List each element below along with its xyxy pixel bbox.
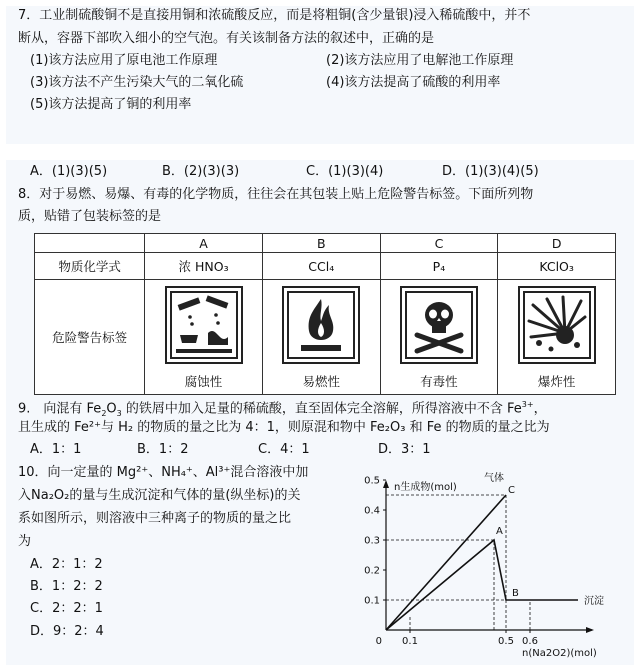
formula-d: KClO₃ — [498, 253, 616, 280]
hazard-label-a: 腐蚀性 — [184, 374, 223, 389]
q10-option-a: A．2：1：2 — [30, 557, 103, 572]
row-label-formula: 物质化学式 — [35, 253, 145, 280]
x-tick-label: 0.6 — [522, 636, 538, 647]
q8-line1: 8．对于易燃、易爆、有毒的化学物质，往往会在其包装上贴上危险警告标签。下面所列物 — [18, 187, 534, 202]
q10-line2: 入Na₂O₂的量与生成沉淀和气体的量(纵坐标)的关 — [18, 488, 301, 503]
y-tick-label: 0.1 — [364, 595, 380, 607]
q10-line1: 10．向一定量的 Mg²⁺、NH₄⁺、Al³⁺混合溶液中加 — [18, 465, 309, 480]
explosive-icon — [518, 286, 596, 364]
q9-option-b: B．1：2 — [137, 442, 189, 457]
q10-option-c: C．2：2：1 — [30, 601, 103, 616]
hazard-cell-d — [498, 280, 616, 395]
row-label-hazard: 危险警告标签 — [35, 280, 145, 395]
q7-statement-4: (4)该方法提高了硫酸的利用率 — [326, 75, 501, 90]
hazard-cell-a — [145, 280, 263, 395]
y-axis-arrow — [383, 480, 389, 488]
y-tick-label: 0.2 — [364, 565, 380, 577]
table-header-a: A — [145, 234, 263, 253]
q9-option-a: A．1：1 — [30, 442, 82, 457]
point-label-b: B — [512, 588, 519, 599]
table-header-c: C — [380, 234, 498, 253]
q7-option-c: C．(1)(3)(4) — [306, 164, 384, 179]
formula-c: P₄ — [380, 253, 498, 280]
x-axis-arrow — [586, 627, 594, 633]
q9-line2: 且生成的 Fe²⁺与 H₂ 的物质的量之比为 4：1，则原混和物中 Fe₂O₃ 和 Fe 的物质的量之比为 — [18, 420, 550, 435]
series-gas-line — [386, 495, 506, 630]
table-header-b: B — [262, 234, 380, 253]
q7-line1: 7．工业制硫酸铜不是直接用铜和浓硫酸反应，而是将粗铜(含少量银)浸入稀硫酸中，并不 — [18, 8, 531, 23]
q9-option-c: C．4：1 — [258, 442, 310, 457]
x-axis-label: n(Na2O2)(mol) — [522, 648, 597, 659]
q7-option-a: A．(1)(3)(5) — [30, 164, 108, 179]
q10-option-b: B．1：2：2 — [30, 579, 103, 594]
q7-option-d: D．(1)(3)(4)(5) — [442, 164, 539, 179]
series-precipitate-line — [386, 540, 578, 630]
hazard-label-table — [34, 233, 616, 395]
x-tick-label: 0.5 — [498, 636, 514, 647]
y-tick-label: 0.5 — [364, 475, 380, 487]
reaction-chart — [360, 472, 636, 668]
hazard-cell-c — [380, 280, 498, 395]
corrosive-icon — [165, 286, 243, 364]
q7-option-b: B．(2)(3)(3) — [162, 164, 240, 179]
q10-line3: 系如图所示，则溶液中三种离子的物质的量之比 — [18, 511, 292, 526]
hazard-cell-b — [262, 280, 380, 395]
q7-line2: 断从，容器下部吹入细小的空气泡。有关该制备方法的叙述中，正确的是 — [18, 31, 435, 46]
q9-option-d: D．3：1 — [378, 442, 431, 457]
q8-line2: 质，贴错了包装标签的是 — [18, 209, 162, 224]
series-precipitate-name: 沉淀 — [584, 596, 604, 607]
x-tick-label: 0.1 — [402, 636, 418, 647]
table-header-d: D — [498, 234, 616, 253]
y-tick-label: 0.3 — [364, 535, 380, 547]
hazard-label-d: 爆炸性 — [537, 374, 576, 389]
y-axis-label: n生成物(mol) — [394, 482, 457, 493]
q10-option-d: D．9：2：4 — [30, 624, 104, 639]
q10-line4: 为 — [18, 534, 32, 549]
hazard-label-c: 有毒性 — [420, 374, 458, 389]
q7-statement-5: (5)该方法提高了铜的利用率 — [30, 97, 192, 112]
point-label-a: A — [496, 526, 503, 537]
formula-a: 浓 HNO₃ — [145, 253, 263, 280]
q7-statement-3: (3)该方法不产生污染大气的二氧化硫 — [30, 75, 244, 90]
flammable-icon — [282, 286, 360, 364]
q9-line1: 9. 向混有 $Fe_2O_3$ 的铁屑中加入足量的稀硫酸，直至固体完全溶解，所得溶液中不含 $Fe^{3+}$， — [18, 400, 547, 418]
q7-statement-1: (1)该方法应用了原电池工作原理 — [30, 53, 218, 68]
y-tick-label: 0.4 — [364, 505, 380, 517]
hazard-label-b: 易燃性 — [302, 374, 340, 389]
series-gas-name: 气体 — [484, 473, 504, 484]
formula-b: CCl₄ — [262, 253, 380, 280]
origin-label: 0 — [375, 636, 382, 647]
point-label-c: C — [508, 485, 515, 496]
table-header-empty — [35, 234, 145, 253]
q7-statement-2: (2)该方法应用了电解池工作原理 — [326, 53, 514, 68]
toxic-icon — [400, 286, 478, 364]
